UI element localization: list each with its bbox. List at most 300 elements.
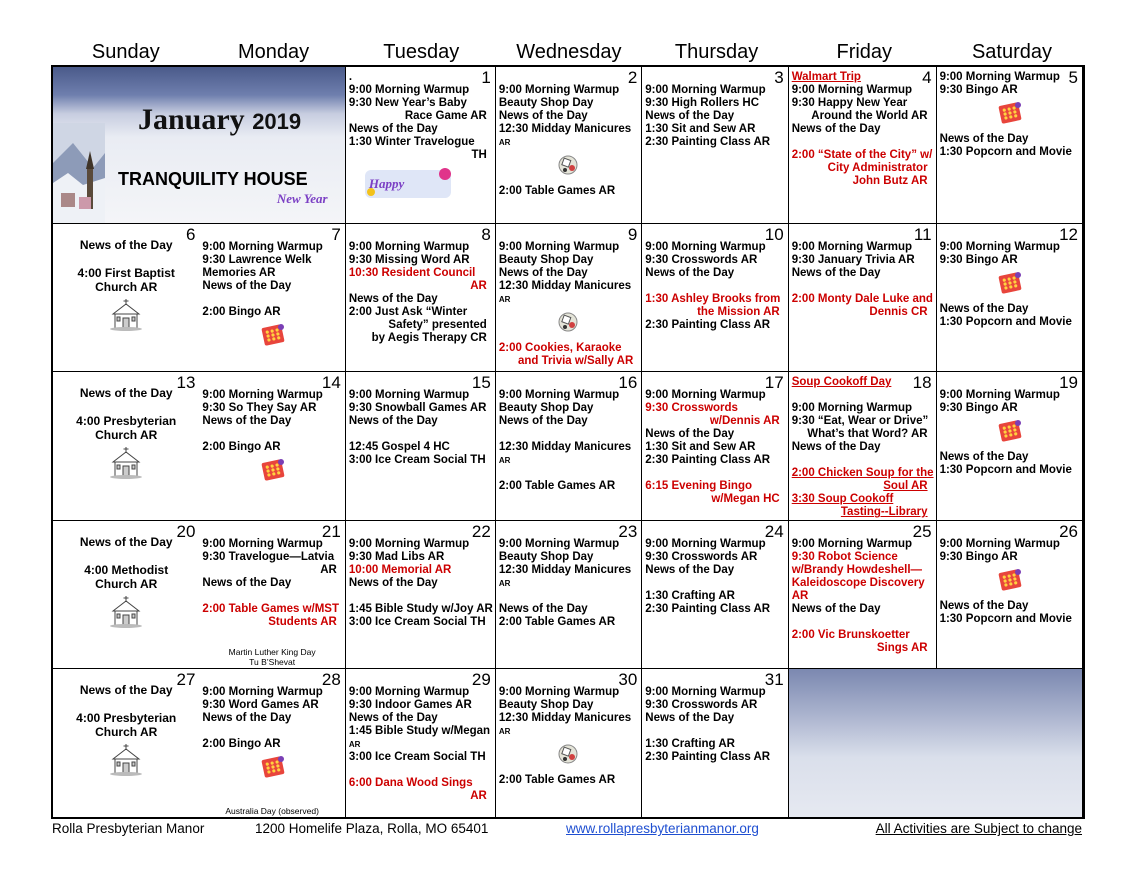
event-line: 2:00 Bingo AR bbox=[202, 306, 281, 318]
event-line: 2:30 Painting Class AR bbox=[645, 750, 771, 763]
event-line: Beauty Shop Day bbox=[498, 550, 594, 563]
event-line: AR bbox=[791, 589, 809, 602]
day-cell bbox=[642, 521, 788, 669]
event-line: 2:30 Painting Class AR bbox=[645, 136, 771, 148]
event-line: 2:00 Table Games w/MST bbox=[202, 602, 339, 615]
day-cell bbox=[642, 669, 788, 817]
day-cell bbox=[642, 372, 788, 520]
event-line: AR bbox=[348, 739, 361, 749]
event-line: 9:00 Morning Warmup bbox=[202, 537, 323, 550]
community-name: TRANQUILITY HOUSE bbox=[118, 169, 308, 189]
bingo-icon-wrap bbox=[202, 755, 342, 783]
event-line: Safety” presented bbox=[388, 319, 487, 331]
event-line: News of the Day bbox=[498, 415, 588, 428]
day-number: 2 bbox=[627, 68, 638, 87]
sunday-event: News of the Day bbox=[79, 534, 173, 549]
event-line: Kaleidoscope Discovery bbox=[791, 576, 925, 589]
event-line: 9:00 Morning Warmup bbox=[348, 241, 470, 253]
event-line: w/Brandy Howdeshell— bbox=[791, 563, 923, 576]
event-list bbox=[789, 521, 936, 655]
holiday-name: Tu B’Shevat bbox=[249, 656, 296, 667]
day-number: 1 bbox=[481, 68, 491, 87]
day-number: 22 bbox=[471, 521, 491, 541]
games-icon-wrap bbox=[499, 153, 639, 181]
event-list bbox=[789, 372, 936, 519]
event-line: 2:00 Table Games AR bbox=[498, 615, 616, 628]
event-line: 9:30 Bingo AR bbox=[939, 254, 1018, 266]
day-number: 4 bbox=[922, 68, 932, 87]
event-line: Tasting--Library bbox=[840, 506, 928, 519]
day-number: 6 bbox=[185, 225, 196, 244]
event-line: News of the Day bbox=[348, 576, 438, 589]
calendar-grid bbox=[51, 65, 1085, 819]
event-line: 6:00 Dana Wood Sings bbox=[348, 776, 473, 789]
event-line: 9:30 Indoor Games AR bbox=[348, 698, 472, 711]
day-cell bbox=[199, 521, 345, 669]
spacer bbox=[645, 467, 785, 480]
day-number: 29 bbox=[471, 669, 491, 689]
event-line: News of the Day bbox=[791, 123, 881, 135]
event-line: 9:00 Morning Warmup bbox=[645, 241, 766, 253]
event-line: 9:30 Travelogue—Latvia bbox=[202, 550, 335, 563]
footer-website-link[interactable]: www.rollapresbyterianmanor.org bbox=[566, 821, 759, 836]
day-number: 28 bbox=[321, 669, 341, 689]
bingo-card-icon bbox=[260, 458, 286, 482]
event-line: News of the Day bbox=[645, 428, 735, 441]
spacer bbox=[53, 549, 199, 563]
church-icon-wrap bbox=[53, 595, 199, 632]
event-line: 1:30 Sit and Sew AR bbox=[645, 123, 756, 135]
winter-village-illustration bbox=[53, 123, 105, 223]
event-line: 2:00 Monty Dale Luke and bbox=[791, 293, 933, 305]
church-icon bbox=[109, 743, 143, 777]
event-line: 9:30 Word Games AR bbox=[202, 698, 319, 711]
event-line: 9:00 Morning Warmup bbox=[791, 84, 913, 96]
event-line: News of the Day bbox=[202, 576, 292, 589]
event-line: News of the Day bbox=[791, 441, 881, 454]
event-line: 12:30 Midday Manicures bbox=[498, 441, 632, 454]
event-line: 9:00 Morning Warmup bbox=[645, 537, 766, 550]
day-cell bbox=[346, 224, 496, 372]
sunday-event: News of the Day bbox=[79, 682, 173, 697]
event-line: News of the Day bbox=[939, 303, 1029, 315]
new-year-greeting: Happy New Year bbox=[276, 176, 405, 206]
day-cell bbox=[53, 521, 199, 669]
event-line: 9:30 Lawrence Welk bbox=[202, 254, 312, 266]
day-cell bbox=[937, 224, 1083, 372]
event-line: News of the Day bbox=[645, 267, 735, 279]
event-line: 2:30 Painting Class AR bbox=[645, 602, 771, 615]
event-line: 9:00 Morning Warmup bbox=[498, 389, 620, 402]
event-line: TH bbox=[471, 149, 487, 161]
event-line: 9:00 Morning Warmup bbox=[645, 389, 766, 402]
sunday-event: News of the Day bbox=[79, 386, 173, 401]
event-line: 9:00 Morning Warmup bbox=[348, 84, 470, 96]
event-line: Walmart Trip bbox=[791, 71, 861, 83]
event-line: 9:30 Bingo AR bbox=[939, 84, 1018, 96]
event-line: 9:00 Morning Warmup bbox=[791, 402, 913, 415]
spacer bbox=[792, 280, 934, 293]
event-line: News of the Day bbox=[498, 267, 588, 279]
table-games-icon bbox=[556, 153, 582, 177]
day-number: 25 bbox=[912, 521, 932, 541]
event-line bbox=[645, 71, 785, 84]
sunday-event: Church AR bbox=[95, 280, 158, 294]
event-line: Sings AR bbox=[876, 641, 928, 654]
event-line: News of the Day bbox=[791, 267, 881, 279]
day-number: 26 bbox=[1059, 521, 1078, 541]
event-line: 9:30 Bingo AR bbox=[939, 550, 1018, 563]
games-icon-wrap bbox=[499, 310, 639, 338]
event-line: 9:30 Mad Libs AR bbox=[348, 550, 445, 563]
church-icon-wrap bbox=[53, 446, 199, 483]
event-line: 9:30 New Year’s Baby bbox=[348, 97, 467, 109]
bingo-card-icon bbox=[997, 271, 1023, 295]
day-cell bbox=[789, 67, 937, 224]
spacer bbox=[202, 293, 342, 306]
event-line: 9:00 Morning Warmup bbox=[498, 537, 620, 550]
sunday-schedule bbox=[53, 224, 199, 335]
event-line bbox=[499, 228, 639, 241]
event-line: Dennis CR bbox=[869, 306, 928, 318]
event-line: 9:00 Morning Warmup bbox=[939, 537, 1060, 550]
event-line: News of the Day bbox=[498, 110, 588, 122]
event-line: 9:00 Morning Warmup bbox=[202, 685, 323, 698]
event-line: 9:30 Robot Science bbox=[791, 550, 898, 563]
weekday-wednesday: Wednesday bbox=[516, 41, 622, 63]
spacer bbox=[53, 400, 199, 414]
event-line: News of the Day bbox=[202, 280, 292, 292]
event-line: 3:00 Ice Cream Social TH bbox=[348, 615, 486, 628]
event-line: 9:00 Morning Warmup bbox=[202, 389, 323, 402]
event-line: Beauty Shop Day bbox=[498, 698, 594, 711]
spacer bbox=[792, 454, 934, 467]
event-line: 9:30 Snowball Games AR bbox=[348, 402, 487, 415]
day-cell bbox=[53, 669, 199, 817]
day-cell bbox=[199, 372, 345, 520]
event-line bbox=[349, 228, 493, 241]
event-line: AR bbox=[470, 280, 487, 292]
day-number: 18 bbox=[912, 373, 932, 393]
event-line: John Butz AR bbox=[852, 175, 928, 187]
spacer bbox=[349, 590, 493, 603]
event-line: 1:45 Bible Study w/Joy AR bbox=[348, 602, 493, 615]
day-cell bbox=[496, 669, 642, 817]
day-number: 30 bbox=[618, 669, 638, 689]
month-name: January bbox=[138, 103, 245, 136]
event-line: w/Dennis AR bbox=[709, 415, 780, 428]
day-cell bbox=[496, 224, 642, 372]
bingo-icon-wrap bbox=[202, 458, 342, 486]
event-line: AR bbox=[498, 295, 511, 304]
table-games-icon bbox=[556, 742, 582, 766]
event-line: 3:00 Ice Cream Social TH bbox=[348, 454, 486, 467]
event-line: News of the Day bbox=[645, 563, 735, 576]
event-line: and Trivia w/Sally AR bbox=[518, 355, 634, 367]
event-line: 9:00 Morning Warmup bbox=[348, 685, 470, 698]
event-line: 9:00 Morning Warmup bbox=[645, 84, 766, 96]
event-line: 2:00 Bingo AR bbox=[202, 737, 281, 750]
day-number: 21 bbox=[321, 521, 341, 541]
event-line: 9:00 Morning Warmup bbox=[939, 389, 1060, 402]
footer-address: 1200 Homelife Plaza, Rolla, MO 65401 bbox=[255, 821, 489, 836]
church-icon bbox=[109, 446, 143, 480]
event-line bbox=[202, 228, 342, 241]
event-line: 1:30 Popcorn and Movie bbox=[939, 612, 1072, 625]
spacer bbox=[645, 725, 785, 738]
holiday-note bbox=[199, 806, 344, 816]
church-icon bbox=[109, 595, 143, 629]
event-line: 9:00 Morning Warmup bbox=[791, 241, 913, 253]
event-line: 1:30 Popcorn and Movie bbox=[939, 146, 1072, 158]
event-line: News of the Day bbox=[645, 110, 735, 122]
event-line: . bbox=[348, 71, 353, 83]
bingo-card-icon bbox=[260, 755, 286, 779]
day-cell bbox=[496, 521, 642, 669]
event-line: 9:30 So They Say AR bbox=[202, 402, 317, 415]
day-cell bbox=[496, 372, 642, 520]
spacer bbox=[645, 280, 785, 293]
event-line: AR bbox=[498, 456, 511, 466]
sunday-event: 4:00 Presbyterian bbox=[76, 414, 177, 429]
day-cell bbox=[789, 521, 937, 669]
footer-org: Rolla Presbyterian Manor bbox=[52, 821, 205, 836]
event-line: 9:00 Morning Warmup bbox=[791, 537, 913, 550]
event-line: 6:15 Evening Bingo bbox=[645, 480, 752, 493]
day-number: 3 bbox=[774, 68, 784, 87]
day-cell bbox=[642, 67, 788, 224]
event-line: 9:00 Morning Warmup bbox=[498, 84, 620, 96]
event-line: AR bbox=[498, 578, 511, 588]
event-line: News of the Day bbox=[348, 711, 438, 724]
spacer bbox=[202, 590, 342, 603]
event-line: 9:30 Crosswords bbox=[645, 402, 738, 415]
event-line: 9:00 Morning Warmup bbox=[348, 389, 470, 402]
spacer bbox=[202, 428, 342, 441]
event-list bbox=[789, 67, 936, 188]
event-line: 9:00 Morning Warmup bbox=[939, 71, 1060, 83]
event-line: 2:00 Table Games AR bbox=[498, 480, 616, 493]
bingo-icon-wrap bbox=[940, 568, 1080, 596]
event-line: News of the Day bbox=[939, 599, 1029, 612]
day-number: 31 bbox=[764, 669, 784, 689]
day-cell bbox=[53, 224, 199, 372]
event-line bbox=[792, 228, 934, 241]
event-line: AR bbox=[470, 789, 487, 802]
event-line: City Administrator bbox=[827, 162, 928, 174]
sunday-event: 4:00 Presbyterian bbox=[76, 710, 177, 725]
event-line: 12:30 Midday Manicures bbox=[498, 123, 632, 135]
event-line: News of the Day bbox=[202, 711, 292, 724]
event-list bbox=[642, 372, 787, 506]
event-line: 1:45 Bible Study w/Megan bbox=[348, 724, 491, 737]
day-number: 14 bbox=[321, 373, 341, 393]
event-line: 9:30 High Rollers HC bbox=[645, 97, 760, 109]
event-line: 9:30 Happy New Year bbox=[791, 97, 908, 109]
event-list bbox=[199, 224, 344, 351]
bingo-card-icon bbox=[260, 323, 286, 347]
event-line: News of the Day bbox=[645, 711, 735, 724]
day-cell bbox=[346, 521, 496, 669]
event-line: Beauty Shop Day bbox=[498, 402, 594, 415]
event-line: 10:30 Resident Council bbox=[348, 267, 476, 279]
event-line: 2:00 “State of the City” w/ bbox=[791, 149, 933, 161]
day-cell bbox=[642, 224, 788, 372]
day-cell bbox=[937, 521, 1083, 669]
day-cell bbox=[789, 224, 937, 372]
day-number: 12 bbox=[1059, 225, 1078, 244]
day-cell bbox=[346, 372, 496, 520]
event-line: 12:30 Midday Manicures bbox=[498, 711, 632, 724]
event-line: 2:00 Just Ask “Winter bbox=[348, 306, 468, 318]
spacer bbox=[499, 428, 639, 441]
day-number: 27 bbox=[176, 669, 196, 689]
sunday-event: 4:00 First Baptist bbox=[77, 266, 175, 280]
day-cell bbox=[937, 372, 1083, 520]
day-cell bbox=[346, 669, 496, 817]
day-number: 13 bbox=[176, 373, 196, 393]
day-number: 16 bbox=[618, 373, 638, 393]
event-line: Students AR bbox=[268, 615, 337, 628]
event-line: 9:30 Bingo AR bbox=[939, 402, 1018, 415]
event-line: 10:00 Memorial AR bbox=[348, 563, 452, 576]
event-line: News of the Day bbox=[348, 123, 438, 135]
event-line: 12:30 Midday Manicures bbox=[498, 563, 632, 576]
event-line: News of the Day bbox=[348, 415, 438, 428]
event-line: 3:00 Ice Cream Social TH bbox=[348, 750, 486, 763]
day-number: 5 bbox=[1068, 68, 1078, 87]
event-line: 12:45 Gospel 4 HC bbox=[348, 441, 450, 454]
year: 2019 bbox=[252, 109, 302, 134]
event-line: the Mission AR bbox=[697, 306, 780, 318]
event-line: 1:30 Popcorn and Movie bbox=[939, 464, 1072, 477]
spacer bbox=[645, 577, 785, 590]
event-list bbox=[346, 669, 495, 803]
sunday-event: News of the Day bbox=[79, 238, 173, 252]
event-line: News of the Day bbox=[939, 451, 1029, 464]
event-list bbox=[496, 67, 641, 198]
spacer bbox=[792, 136, 934, 149]
weekday-thursday: Thursday bbox=[674, 41, 759, 63]
event-line: 9:00 Morning Warmup bbox=[202, 241, 323, 253]
weekday-saturday: Saturday bbox=[971, 41, 1052, 63]
event-line: 9:00 Morning Warmup bbox=[348, 537, 470, 550]
event-line: 12:30 Midday Manicures bbox=[498, 280, 632, 292]
day-cell bbox=[199, 224, 345, 372]
event-line: 2:00 Table Games AR bbox=[498, 773, 616, 786]
day-number: 23 bbox=[618, 521, 638, 541]
weekday-sunday: Sunday bbox=[91, 41, 160, 63]
bingo-card-icon bbox=[997, 568, 1023, 592]
event-line: News of the Day bbox=[939, 133, 1029, 145]
weekday-monday: Monday bbox=[237, 41, 310, 63]
day-number: 10 bbox=[764, 225, 784, 244]
event-line: 9:00 Morning Warmup bbox=[498, 685, 620, 698]
day-number: 11 bbox=[913, 225, 932, 244]
sunday-event: Church AR bbox=[95, 576, 158, 591]
event-line: AR bbox=[320, 563, 337, 576]
footer bbox=[52, 820, 1086, 838]
spacer bbox=[349, 764, 493, 777]
day-number: 20 bbox=[176, 521, 196, 541]
event-line: News of the Day bbox=[791, 602, 881, 615]
month-title bbox=[138, 103, 302, 136]
spacer bbox=[499, 590, 639, 603]
event-line: 2:30 Painting Class AR bbox=[645, 454, 771, 467]
new-year-badge-icon bbox=[276, 166, 493, 219]
day-number: 9 bbox=[627, 225, 638, 244]
event-line: 9:30 “Eat, Wear or Drive” bbox=[791, 415, 929, 428]
event-line bbox=[499, 71, 639, 84]
bingo-icon-wrap bbox=[202, 323, 342, 351]
weekday-header-row bbox=[52, 40, 1086, 64]
event-line: AR bbox=[498, 138, 511, 147]
event-line: 9:30 Crosswords AR bbox=[645, 550, 758, 563]
day-number: 7 bbox=[331, 225, 341, 244]
event-line: Soup Cookoff Day bbox=[791, 376, 892, 389]
bingo-card-icon bbox=[997, 419, 1023, 443]
sunday-event: Church AR bbox=[95, 724, 158, 739]
footer-disclaimer: All Activities are Subject to change bbox=[875, 821, 1082, 836]
table-games-icon bbox=[556, 310, 582, 334]
day-cell bbox=[199, 669, 345, 817]
event-line: 2:00 Chicken Soup for the bbox=[791, 467, 934, 480]
event-line: News of the Day bbox=[348, 293, 438, 305]
event-line: 1:30 Popcorn and Movie bbox=[939, 316, 1072, 328]
event-line: Soul AR bbox=[883, 480, 928, 493]
event-line: 9:00 Morning Warmup bbox=[645, 685, 766, 698]
weekday-tuesday: Tuesday bbox=[383, 41, 460, 63]
event-list bbox=[937, 67, 1082, 159]
sunday-event: 4:00 Methodist bbox=[84, 562, 169, 577]
event-line: 2:00 Bingo AR bbox=[202, 441, 281, 454]
church-icon-wrap bbox=[53, 743, 199, 780]
event-line: 2:00 Vic Brunskoetter bbox=[791, 628, 910, 641]
event-line: Beauty Shop Day bbox=[498, 254, 594, 266]
day-cell bbox=[53, 372, 199, 520]
event-line: 2:00 Table Games AR bbox=[498, 185, 616, 197]
event-line: 1:30 Winter Travelogue bbox=[348, 136, 475, 148]
event-line: Around the World AR bbox=[811, 110, 928, 122]
event-line: 1:30 Crafting AR bbox=[645, 589, 735, 602]
spacer bbox=[349, 428, 493, 441]
day-cell bbox=[937, 67, 1083, 224]
day-number: 8 bbox=[481, 225, 491, 244]
event-line: 9:30 Crosswords AR bbox=[645, 254, 758, 266]
event-line: News of the Day bbox=[202, 415, 292, 428]
sunday-event: Church AR bbox=[95, 428, 158, 443]
games-icon-wrap bbox=[499, 742, 639, 770]
event-line: AR bbox=[498, 726, 511, 736]
event-line: Memories AR bbox=[202, 267, 276, 279]
spacer bbox=[792, 616, 934, 629]
bingo-icon-wrap bbox=[940, 419, 1080, 447]
spacer bbox=[202, 725, 342, 738]
day-number: 17 bbox=[764, 373, 784, 393]
event-line: 2:00 Cookies, Karaoke bbox=[498, 342, 622, 354]
event-line: 1:30 Sit and Sew AR bbox=[645, 441, 756, 454]
church-icon-wrap bbox=[53, 298, 199, 335]
event-line: w/Megan HC bbox=[711, 493, 780, 506]
day-cell bbox=[789, 372, 937, 520]
event-line: 9:00 Morning Warmup bbox=[498, 241, 620, 253]
bingo-icon-wrap bbox=[940, 101, 1080, 129]
spacer bbox=[53, 697, 199, 711]
spacer bbox=[499, 467, 639, 480]
event-line: Beauty Shop Day bbox=[498, 97, 594, 109]
event-line: News of the Day bbox=[498, 602, 588, 615]
event-line: 2:30 Painting Class AR bbox=[645, 319, 771, 331]
